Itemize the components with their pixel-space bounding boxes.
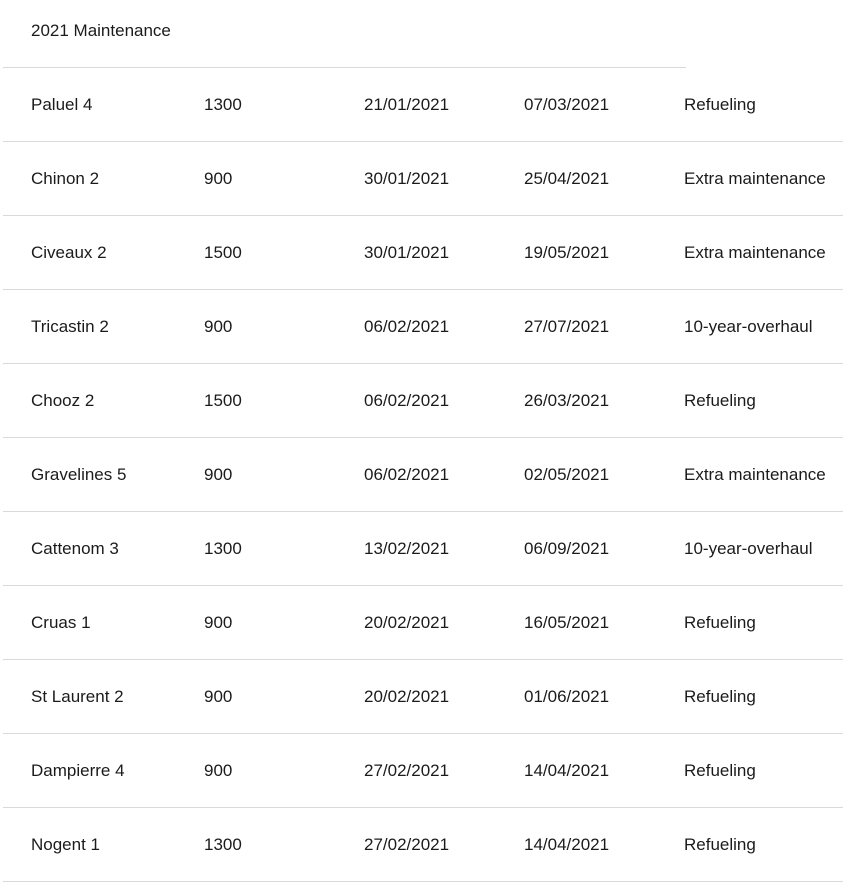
maintenance-type: Extra maintenance [684,168,826,188]
end-date: 14/04/2021 [524,834,610,854]
maintenance-type: Refueling [684,686,756,706]
end-date: 14/04/2021 [524,760,610,780]
end-date: 07/03/2021 [524,94,610,114]
start-date: 13/02/2021 [364,538,450,558]
end-date: 19/05/2021 [524,242,610,262]
start-date: 06/02/2021 [364,390,450,410]
start-date: 30/01/2021 [364,242,450,262]
reactor-name: Dampierre 4 [31,760,125,780]
start-date: 20/02/2021 [364,686,450,706]
capacity: 1500 [204,390,242,410]
start-date: 06/02/2021 [364,464,450,484]
end-date: 02/05/2021 [524,464,610,484]
table-row [3,290,843,364]
reactor-name: Tricastin 2 [31,316,109,336]
table-title-row [3,0,686,68]
table-row [3,660,843,734]
start-date: 27/02/2021 [364,834,450,854]
maintenance-type: Refueling [684,834,756,854]
capacity: 1300 [204,94,242,114]
table-title: 2021 Maintenance [31,21,171,40]
end-date: 25/04/2021 [524,168,610,188]
end-date: 26/03/2021 [524,390,610,410]
table-row [3,364,843,438]
end-date: 27/07/2021 [524,316,610,336]
reactor-name: Paluel 4 [31,94,93,114]
reactor-name: Nogent 1 [31,834,100,854]
capacity: 1300 [204,538,242,558]
maintenance-type: 10-year-overhaul [684,538,813,558]
end-date: 01/06/2021 [524,686,610,706]
table-row [3,512,843,586]
end-date: 06/09/2021 [524,538,610,558]
maintenance-type: 10-year-overhaul [684,316,813,336]
reactor-name: Chooz 2 [31,390,95,410]
start-date: 30/01/2021 [364,168,450,188]
capacity: 1500 [204,242,242,262]
table-row [3,216,843,290]
capacity: 900 [204,316,233,336]
reactor-name: Chinon 2 [31,168,100,188]
start-date: 06/02/2021 [364,316,450,336]
table-row [3,734,843,808]
capacity: 900 [204,760,233,780]
maintenance-type: Refueling [684,612,756,632]
table-row [3,586,843,660]
start-date: 20/02/2021 [364,612,450,632]
end-date: 16/05/2021 [524,612,610,632]
capacity: 900 [204,464,233,484]
table-row [3,68,843,142]
table-row [3,438,843,512]
maintenance-type: Extra maintenance [684,464,826,484]
capacity: 900 [204,168,233,188]
reactor-name: St Laurent 2 [31,686,124,706]
start-date: 27/02/2021 [364,760,450,780]
reactor-name: Cruas 1 [31,612,91,632]
maintenance-type: Refueling [684,94,756,114]
start-date: 21/01/2021 [364,94,450,114]
table-row [3,142,843,216]
maintenance-type: Refueling [684,760,756,780]
capacity: 900 [204,686,233,706]
maintenance-type: Refueling [684,390,756,410]
capacity: 900 [204,612,233,632]
reactor-name: Civeaux 2 [31,242,107,262]
maintenance-type: Extra maintenance [684,242,826,262]
table-row [3,808,843,882]
reactor-name: Cattenom 3 [31,538,119,558]
capacity: 1300 [204,834,242,854]
reactor-name: Gravelines 5 [31,464,127,484]
